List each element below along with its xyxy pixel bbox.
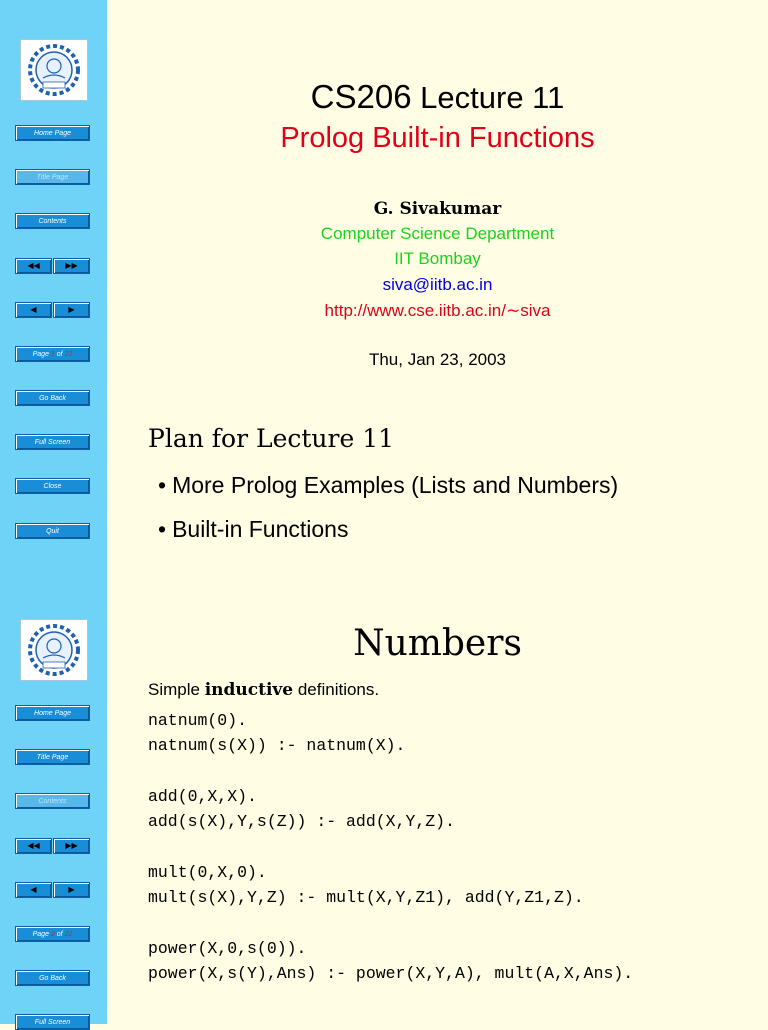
- step-nav-group: [15, 882, 90, 898]
- email-link[interactable]: siva@iitb.ac.in: [382, 275, 493, 294]
- code-line: add(s(X),Y,s(Z)) :- add(X,Y,Z).: [148, 812, 455, 831]
- iit-bombay-logo-icon[interactable]: [20, 39, 88, 101]
- full-screen-button[interactable]: Full Screen: [15, 434, 90, 450]
- contents-button[interactable]: Contents: [15, 213, 90, 229]
- intro-bold: inductive: [204, 680, 294, 700]
- step-nav-group: [15, 302, 90, 318]
- iit-bombay-logo-icon[interactable]: [20, 619, 88, 681]
- page-of: of: [54, 931, 65, 938]
- intro-prefix: Simple: [148, 680, 205, 699]
- bullet-dot-icon: •: [158, 472, 167, 498]
- home-page-button[interactable]: Home Page: [15, 125, 90, 141]
- page-indicator[interactable]: [15, 346, 90, 362]
- lecture-number: Lecture 11: [411, 80, 565, 115]
- code-line: add(0,X,X).: [148, 787, 257, 806]
- page-of: of: [54, 351, 65, 358]
- department: Computer Science Department: [320, 224, 555, 243]
- slide-heading: Numbers: [353, 623, 522, 664]
- quit-button[interactable]: Quit: [15, 523, 90, 539]
- title-page-button[interactable]: Title Page: [15, 169, 90, 185]
- code-line: power(X,s(Y),Ans) :- power(X,Y,A), mult(A,X,Ans).: [148, 964, 634, 983]
- lecture-title: [107, 78, 768, 116]
- last-page-icon[interactable]: ▶▶: [53, 838, 90, 854]
- page-indicator[interactable]: [15, 926, 90, 942]
- code-line: natnum(s(X)) :- natnum(X).: [148, 736, 406, 755]
- navigation-sidebar: [0, 580, 107, 1024]
- course-code: CS206: [310, 78, 412, 115]
- go-back-button[interactable]: Go Back: [15, 390, 90, 406]
- intro-suffix: definitions.: [293, 680, 380, 699]
- intro-text: [148, 680, 379, 700]
- code-line: mult(s(X),Y,Z) :- mult(X,Y,Z1), add(Y,Z1,Z).: [148, 888, 584, 907]
- code-line: power(X,0,s(0)).: [148, 939, 307, 958]
- author-name: G. Sivakumar: [373, 199, 502, 219]
- plan-heading: Plan for Lecture 11: [148, 424, 395, 453]
- bullet-text: Built-in Functions: [172, 516, 349, 542]
- last-page-icon[interactable]: ▶▶: [53, 258, 90, 274]
- previous-page-icon[interactable]: ◀: [15, 882, 52, 898]
- bullet-item: [158, 472, 618, 499]
- page-prefix: Page: [32, 351, 51, 358]
- first-page-icon[interactable]: ◀◀: [15, 838, 52, 854]
- next-page-icon[interactable]: ▶: [53, 882, 90, 898]
- lecture-subtitle: Prolog Built-in Functions: [280, 122, 595, 154]
- current-page-number: 2: [50, 931, 55, 938]
- contents-button[interactable]: Contents: [15, 793, 90, 809]
- lecture-date: Thu, Jan 23, 2003: [368, 350, 507, 369]
- code-line: natnum(0).: [148, 711, 248, 730]
- current-page-number: 1: [50, 351, 55, 358]
- home-page-button[interactable]: Home Page: [15, 705, 90, 721]
- code-line: mult(0,X,0).: [148, 863, 267, 882]
- page-prefix: Page: [32, 931, 51, 938]
- jump-nav-group: [15, 258, 90, 274]
- close-button[interactable]: Close: [15, 478, 90, 494]
- navigation-sidebar: [0, 0, 107, 580]
- next-page-icon[interactable]: ▶: [53, 302, 90, 318]
- jump-nav-group: [15, 838, 90, 854]
- slide-2: [0, 580, 768, 1024]
- full-screen-button[interactable]: Full Screen: [15, 1014, 90, 1030]
- institute: IIT Bombay: [394, 249, 481, 268]
- previous-page-icon[interactable]: ◀: [15, 302, 52, 318]
- go-back-button[interactable]: Go Back: [15, 970, 90, 986]
- total-pages: 22: [64, 931, 73, 938]
- bullet-item: [158, 516, 348, 543]
- bullet-dot-icon: •: [158, 516, 167, 542]
- homepage-link[interactable]: http://www.cse.iitb.ac.in/∼siva: [324, 301, 551, 320]
- total-pages: 22: [64, 351, 73, 358]
- bullet-text: More Prolog Examples (Lists and Numbers): [172, 472, 619, 498]
- title-page-button[interactable]: Title Page: [15, 749, 90, 765]
- first-page-icon[interactable]: ◀◀: [15, 258, 52, 274]
